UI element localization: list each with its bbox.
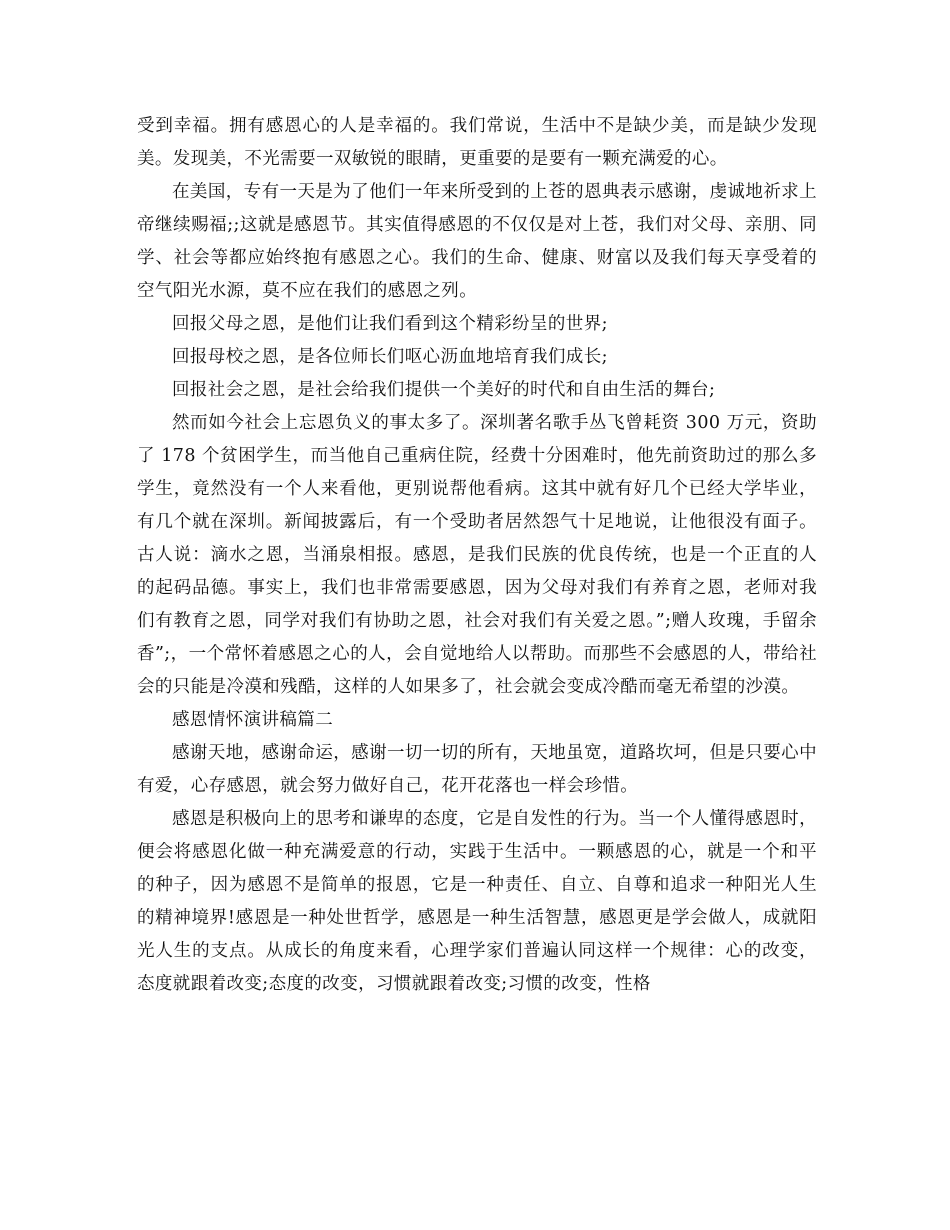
paragraph: 回报父母之恩，是他们让我们看到这个精彩纷呈的世界; (172, 314, 608, 334)
paragraph: 回报社会之恩，是社会给我们提供一个美好的时代和自由生活的舞台; (172, 380, 716, 400)
paragraph: 在美国，专有一天是为了他们一年来所受到的上苍的恩典表示感谢，虔诚地祈求上帝继续赐福;;这就是感恩节。其实值得感恩的不仅仅是对上苍，我们对父母、亲朋、同学、社会等都应始终抱有感恩之心。我们的生命、健康、财富以及我们每天享受着的空气阳光水源，莫不应在我们的感恩之列。 (137, 182, 817, 301)
paragraph: 然而如今社会上忘恩负义的事太多了。深圳著名歌手丛飞曾耗资 300 万元，资助了 178 个贫困学生，而当他自己重病住院，经费十分困难时，他先前资助过的那么多学生，竟然没有一个人来看他，更别说帮他看病。这其中就有好几个已经大学毕业，有几个就在深圳。新闻披露后，有一个受助者居然怨气十足地说，让他很没有面子。古人说：滴水之恩，当涌泉相报。感恩，是我们民族的优良传统，也是一个正直的人的起码品德。事实上，我们也非常需要感恩，因为父母对我们有养育之恩，老师对我们有教育之恩，同学对我们有协助之恩，社会对我们有关爱之恩。”;赠人玫瑰，手留余香”;，一个常怀着感恩之心的人，会自觉地给人以帮助。而那些不会感恩的人，带给社会的只能是冷漠和残酷，这样的人如果多了，社会就会变成冷酷而毫无希望的沙漠。 (137, 413, 817, 697)
paragraph: 感谢天地，感谢命运，感谢一切一切的所有，天地虽宽，道路坎坷，但是只要心中有爱，心存感恩，就会努力做好自己，花开花落也一样会珍惜。 (137, 743, 817, 796)
paragraph: 感恩是积极向上的思考和谦卑的态度，它是自发性的行为。当一个人懂得感恩时，便会将感恩化做一种充满爱意的行动，实践于生活中。一颗感恩的心，就是一个和平的种子，因为感恩不是简单的报恩，它是一种责任、自立、自尊和追求一种阳光人生的精神境界!感恩是一种处世哲学，感恩是一种生活智慧，感恩更是学会做人，成就阳光人生的支点。从成长的角度来看，心理学家们普遍认同这样一个规律：心的改变，态度就跟着改变;态度的改变，习惯就跟着改变;习惯的改变，性格 (137, 809, 817, 994)
paragraph: 受到幸福。拥有感恩心的人是幸福的。我们常说，生活中不是缺少美，而是缺少发现美。发现美，不光需要一双敏锐的眼睛，更重要的是要有一颗充满爱的心。 (137, 116, 817, 169)
section-heading: 感恩情怀演讲稿篇二 (172, 710, 334, 730)
paragraph: 回报母校之恩，是各位师长们呕心沥血地培育我们成长; (172, 347, 608, 367)
document-body (137, 110, 817, 1001)
